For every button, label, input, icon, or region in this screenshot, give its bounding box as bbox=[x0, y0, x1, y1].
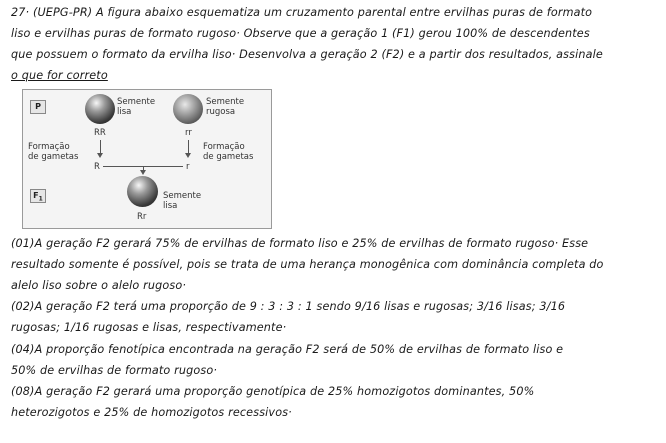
wrinkled-seed-parent-label-1: Semente bbox=[206, 97, 245, 107]
question-line-3: que possuem o formato da ervilha liso· Desenvolva a geração 2 (F2) e a partir dos resultados, assinale bbox=[11, 48, 603, 61]
gamete-smooth-allele: R bbox=[94, 162, 100, 172]
cross-diagram bbox=[22, 89, 272, 229]
question-line-1: 27· (UEPG-PR) A figura abaixo esquematiza um cruzamento parental entre ervilhas puras de formato bbox=[11, 6, 593, 19]
wrinkled-seed-parent-label-2: rugosa bbox=[206, 107, 236, 117]
option-08-line-1: (08)A geração F2 gerará uma proporção genotípica de 25% homozigotos dominantes, 50% bbox=[11, 385, 535, 398]
arrow-line-right bbox=[188, 140, 189, 154]
smooth-seed-f1-label-2: lisa bbox=[163, 201, 178, 211]
question-line-4: o que for correto bbox=[11, 69, 108, 82]
smooth-seed-parent-image bbox=[85, 94, 115, 124]
smooth-seed-parent-label-2: lisa bbox=[117, 107, 132, 117]
option-04-line-1: (04)A proporção fenotípica encontrada na geração F2 será de 50% de ervilhas de formato liso e bbox=[11, 343, 564, 356]
option-01-line-1: (01)A geração F2 gerará 75% de ervilhas de formato liso e 25% de ervilhas de formato rugoso· Esse bbox=[11, 237, 589, 250]
option-02-line-2: rugosas; 1/16 rugosas e lisas, respectivamente· bbox=[11, 321, 287, 334]
arrow-down-icon bbox=[140, 170, 146, 175]
smooth-seed-parent-label-1: Semente bbox=[117, 97, 156, 107]
option-02-line-1: (02)A geração F2 terá uma proporção de 9 : 3 : 3 : 1 sendo 9/16 lisas e rugosas; 3/16 lisas; 3/16 bbox=[11, 300, 566, 313]
f1-generation-label: $F_1$ bbox=[30, 189, 46, 203]
wrinkled-seed-parent-image bbox=[173, 94, 203, 124]
arrow-down-icon bbox=[185, 153, 191, 158]
gamete-right-label-1: Formação bbox=[203, 142, 245, 152]
arrow-line-left bbox=[100, 140, 101, 154]
smooth-seed-f1-label-1: Semente bbox=[163, 191, 202, 201]
question-line-2: liso e ervilhas puras de formato rugoso· Observe que a geração 1 (F1) gerou 100% de descendentes bbox=[11, 27, 590, 40]
genotype-f1: Rr bbox=[137, 212, 147, 222]
smooth-seed-f1-image bbox=[127, 176, 158, 207]
option-08-line-2: heterozigotos e 25% de homozigotos recessivos· bbox=[11, 406, 292, 419]
genotype-parent-wrinkled: rr bbox=[185, 128, 192, 138]
genotype-parent-smooth: RR bbox=[94, 128, 106, 138]
gamete-left-label-1: Formação bbox=[28, 142, 70, 152]
option-01-line-2: resultado somente é possível, pois se trata de uma herança monogênica com dominância completa do bbox=[11, 258, 604, 271]
p-generation-label: P bbox=[30, 100, 46, 114]
arrow-down-icon bbox=[97, 153, 103, 158]
gamete-wrinkled-allele: r bbox=[186, 162, 190, 172]
option-01-line-3: alelo liso sobre o alelo rugoso· bbox=[11, 279, 187, 292]
option-04-line-2: 50% de ervilhas de formato rugoso· bbox=[11, 364, 218, 377]
gamete-left-label-2: de gametas bbox=[28, 152, 79, 162]
gamete-right-label-2: de gametas bbox=[203, 152, 254, 162]
